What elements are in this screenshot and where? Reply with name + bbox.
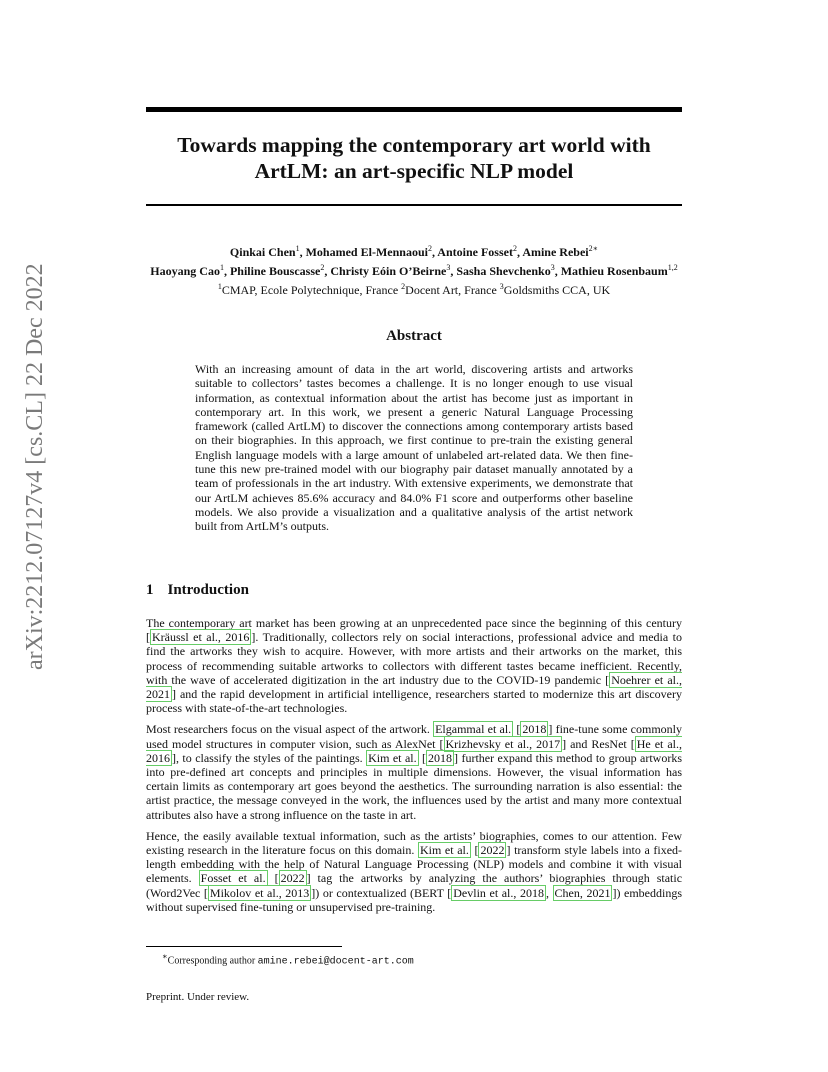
- affiliation-number: 2: [401, 282, 406, 291]
- author-line-2: Haoyang Cao$^1$, Philine Bouscasse$^2$, Christy Eóin O’Beirne$^3$, Sasha Shevchenko$^3$, Mathieu Rosenbaum$^{1,2}$: [150, 263, 678, 278]
- author-name: Philine Bouscasse: [229, 264, 321, 278]
- author-affiliation-mark: 1: [295, 244, 300, 253]
- introduction-body: [146, 616, 682, 921]
- author-affiliation-mark: 2: [427, 244, 432, 253]
- paragraph-text: ] and ResNet [: [562, 736, 635, 751]
- citation-link[interactable]: Krizhevsky et al., 2017: [445, 736, 561, 751]
- citation-link[interactable]: Devlin et al., 2018: [453, 885, 544, 900]
- citation-link[interactable]: Kim et al.: [420, 843, 469, 858]
- citation-link[interactable]: Mikolov et al., 2013: [209, 885, 310, 900]
- author-name: Christy Eóin O’Beirne: [330, 264, 447, 278]
- author-name: Antoine Fosset: [437, 245, 513, 259]
- paragraph-text: ]) embeddings without supervised fine-tuning or unsupervised pre-training.: [146, 885, 683, 914]
- title-top-rule: [146, 107, 682, 112]
- paragraph: [146, 722, 682, 821]
- paragraph-text: Most researchers focus on the visual aspect of the artwork.: [146, 722, 434, 737]
- author-name: Qinkai Chen: [229, 245, 296, 259]
- affiliation-line: [120, 279, 708, 298]
- citation-link[interactable]: Noehrer et al., 2021: [146, 672, 682, 702]
- footnote-mark: ∗: [162, 952, 168, 961]
- paragraph-text: ] and the rapid development in artificial intelligence, researchers started to modernize this art discovery process with state-of-the-art technologies.: [146, 687, 682, 716]
- citation-link[interactable]: Kim et al.: [368, 750, 417, 765]
- citation-link[interactable]: Chen, 2021: [554, 885, 611, 900]
- author-affiliation-mark: 1,2: [667, 263, 678, 272]
- author-affiliation-mark: 1: [219, 263, 224, 272]
- section-number: 1: [146, 582, 154, 598]
- paragraph-text: Hence, the easily available textual information, such as the artists’ biographies, comes to our attention. Few existing research in the literature focus on this domain.: [146, 828, 682, 858]
- paragraph-text: ] transform style labels into a fixed-length embedding with the help of Natural Language Processing (NLP) models and combine it with visual elements.: [146, 843, 683, 886]
- affiliation: Goldsmiths CCA, UK: [503, 283, 611, 297]
- citation-link[interactable]: 2018: [428, 750, 453, 765]
- paragraph-text: ] fine-tune some commonly used model structures in computer vision, such as AlexNet [: [146, 722, 683, 751]
- paragraph-text: [: [513, 722, 521, 737]
- paragraph-text: ]) or contextualized (BERT [: [311, 885, 452, 900]
- arxiv-identifier: arXiv:2212.07127v4 [cs.CL] 22 Dec 2022: [22, 263, 48, 670]
- author-block: [120, 241, 708, 298]
- paragraph: [146, 616, 682, 715]
- citation-link[interactable]: Kräussl et al., 2016: [152, 630, 250, 645]
- author-name: Mathieu Rosenbaum: [560, 264, 668, 278]
- citation-link[interactable]: 2022: [480, 843, 505, 858]
- affiliation-number: 1: [217, 282, 222, 291]
- citation-link[interactable]: 2022: [280, 871, 305, 886]
- author-line-1: Qinkai Chen$^1$, Mohamed El-Mennaoui$^2$, Antoine Fosset$^2$, Amine Rebei$^{2∗}$: [229, 244, 599, 259]
- paragraph-text: ]. Traditionally, collectors rely on social interactions, professional advice and media to find the artworks they wish to acquire. However, with more artists and their artworks on the market, this process of recommending suitable artworks to collectors with different tastes became inefficient. Recently, with the wave of accelerated digitization in the art industry due to the COVID-19 pandemic [: [146, 630, 682, 687]
- author-name: Amine Rebei: [522, 245, 589, 259]
- paragraph-text: [: [470, 843, 479, 858]
- section-heading: [146, 582, 249, 599]
- author-affiliation-mark: 2∗: [588, 244, 599, 253]
- paper-title: Towards mapping the contemporary art world with ArtLM: an art-specific NLP model: [177, 133, 651, 183]
- author-affiliation-mark: 3: [446, 263, 451, 272]
- paragraph-text: [: [418, 750, 427, 765]
- author-name: Haoyang Cao: [150, 264, 220, 278]
- author-affiliation-mark: 3: [550, 263, 555, 272]
- author-name: Sasha Shevchenko: [456, 264, 551, 278]
- paragraph-text: ] tag the artworks by analyzing the authors’ biographies through static (Word2Vec [: [146, 871, 683, 900]
- footnote-rule: [146, 946, 342, 947]
- paragraph-text: ,: [545, 885, 553, 900]
- author-name: Mohamed El-Mennaoui: [305, 245, 428, 259]
- title-bottom-rule: [146, 204, 682, 206]
- affiliation: CMAP, Ecole Polytechnique, France: [221, 283, 399, 297]
- abstract-heading: Abstract: [386, 328, 442, 344]
- citation-link[interactable]: 2018: [522, 722, 547, 737]
- paragraph-text: The contemporary art market has been growing at an unprecedented pace since the beginning of this century [: [146, 616, 682, 645]
- affiliation-number: 3: [499, 282, 504, 291]
- citation-link[interactable]: Elgammal et al.: [435, 722, 512, 737]
- footnote-text: Corresponding author: [167, 955, 258, 967]
- paragraph-text: ] further expand this method to group artworks into pre-defined art concepts and principles in multiple dimensions. However, the visual information has certain limits as contemporary art goes beyond the aesthetics. The surrounding narration is also essential: the artist practice, the message conveyed in the work, the influences used by the artist and many more contextual attributes also have a strong influence on the taste in art.: [146, 750, 683, 822]
- paragraph-text: ], to classify the styles of the paintings.: [172, 750, 367, 765]
- footnote-email[interactable]: amine.rebei@docent-art.com: [257, 956, 414, 968]
- author-affiliation-mark: 2: [320, 263, 325, 272]
- citation-link[interactable]: Fosset et al.: [200, 871, 266, 886]
- footnote: [162, 951, 414, 967]
- affiliation: Docent Art, France: [405, 283, 497, 297]
- citation-link[interactable]: He et al., 2016: [146, 736, 683, 765]
- abstract-text: With an increasing amount of data in the art world, discovering artists and artworks suitable to collectors’ tastes becomes a challenge. It is no longer enough to use visual information, as contextual information about the artist has become just as important in contemporary art. In this work, we present a generic Natural Language Processing framework (called ArtLM) to discover the connections among contemporary artists based on their biographies. In this approach, we first continue to pre-train the existing general English language models with a large amount of unlabeled art-related data. We then fine-tune this new pre-trained model with our biography pair dataset manually annotated by a team of professionals in the art industry. With extensive experiments, we demonstrate that our ArtLM achieves 85.6% accuracy and 84.0% F1 score and outperforms other baseline models. We also provide a visualization and a qualitative analysis of the artist network built from ArtLM’s outputs.: [195, 362, 633, 534]
- preprint-note: Preprint. Under review.: [146, 991, 250, 1003]
- paragraph-text: [: [267, 871, 279, 886]
- section-title: Introduction: [167, 582, 249, 598]
- author-affiliation-mark: 2: [512, 244, 517, 253]
- paragraph: [146, 829, 682, 914]
